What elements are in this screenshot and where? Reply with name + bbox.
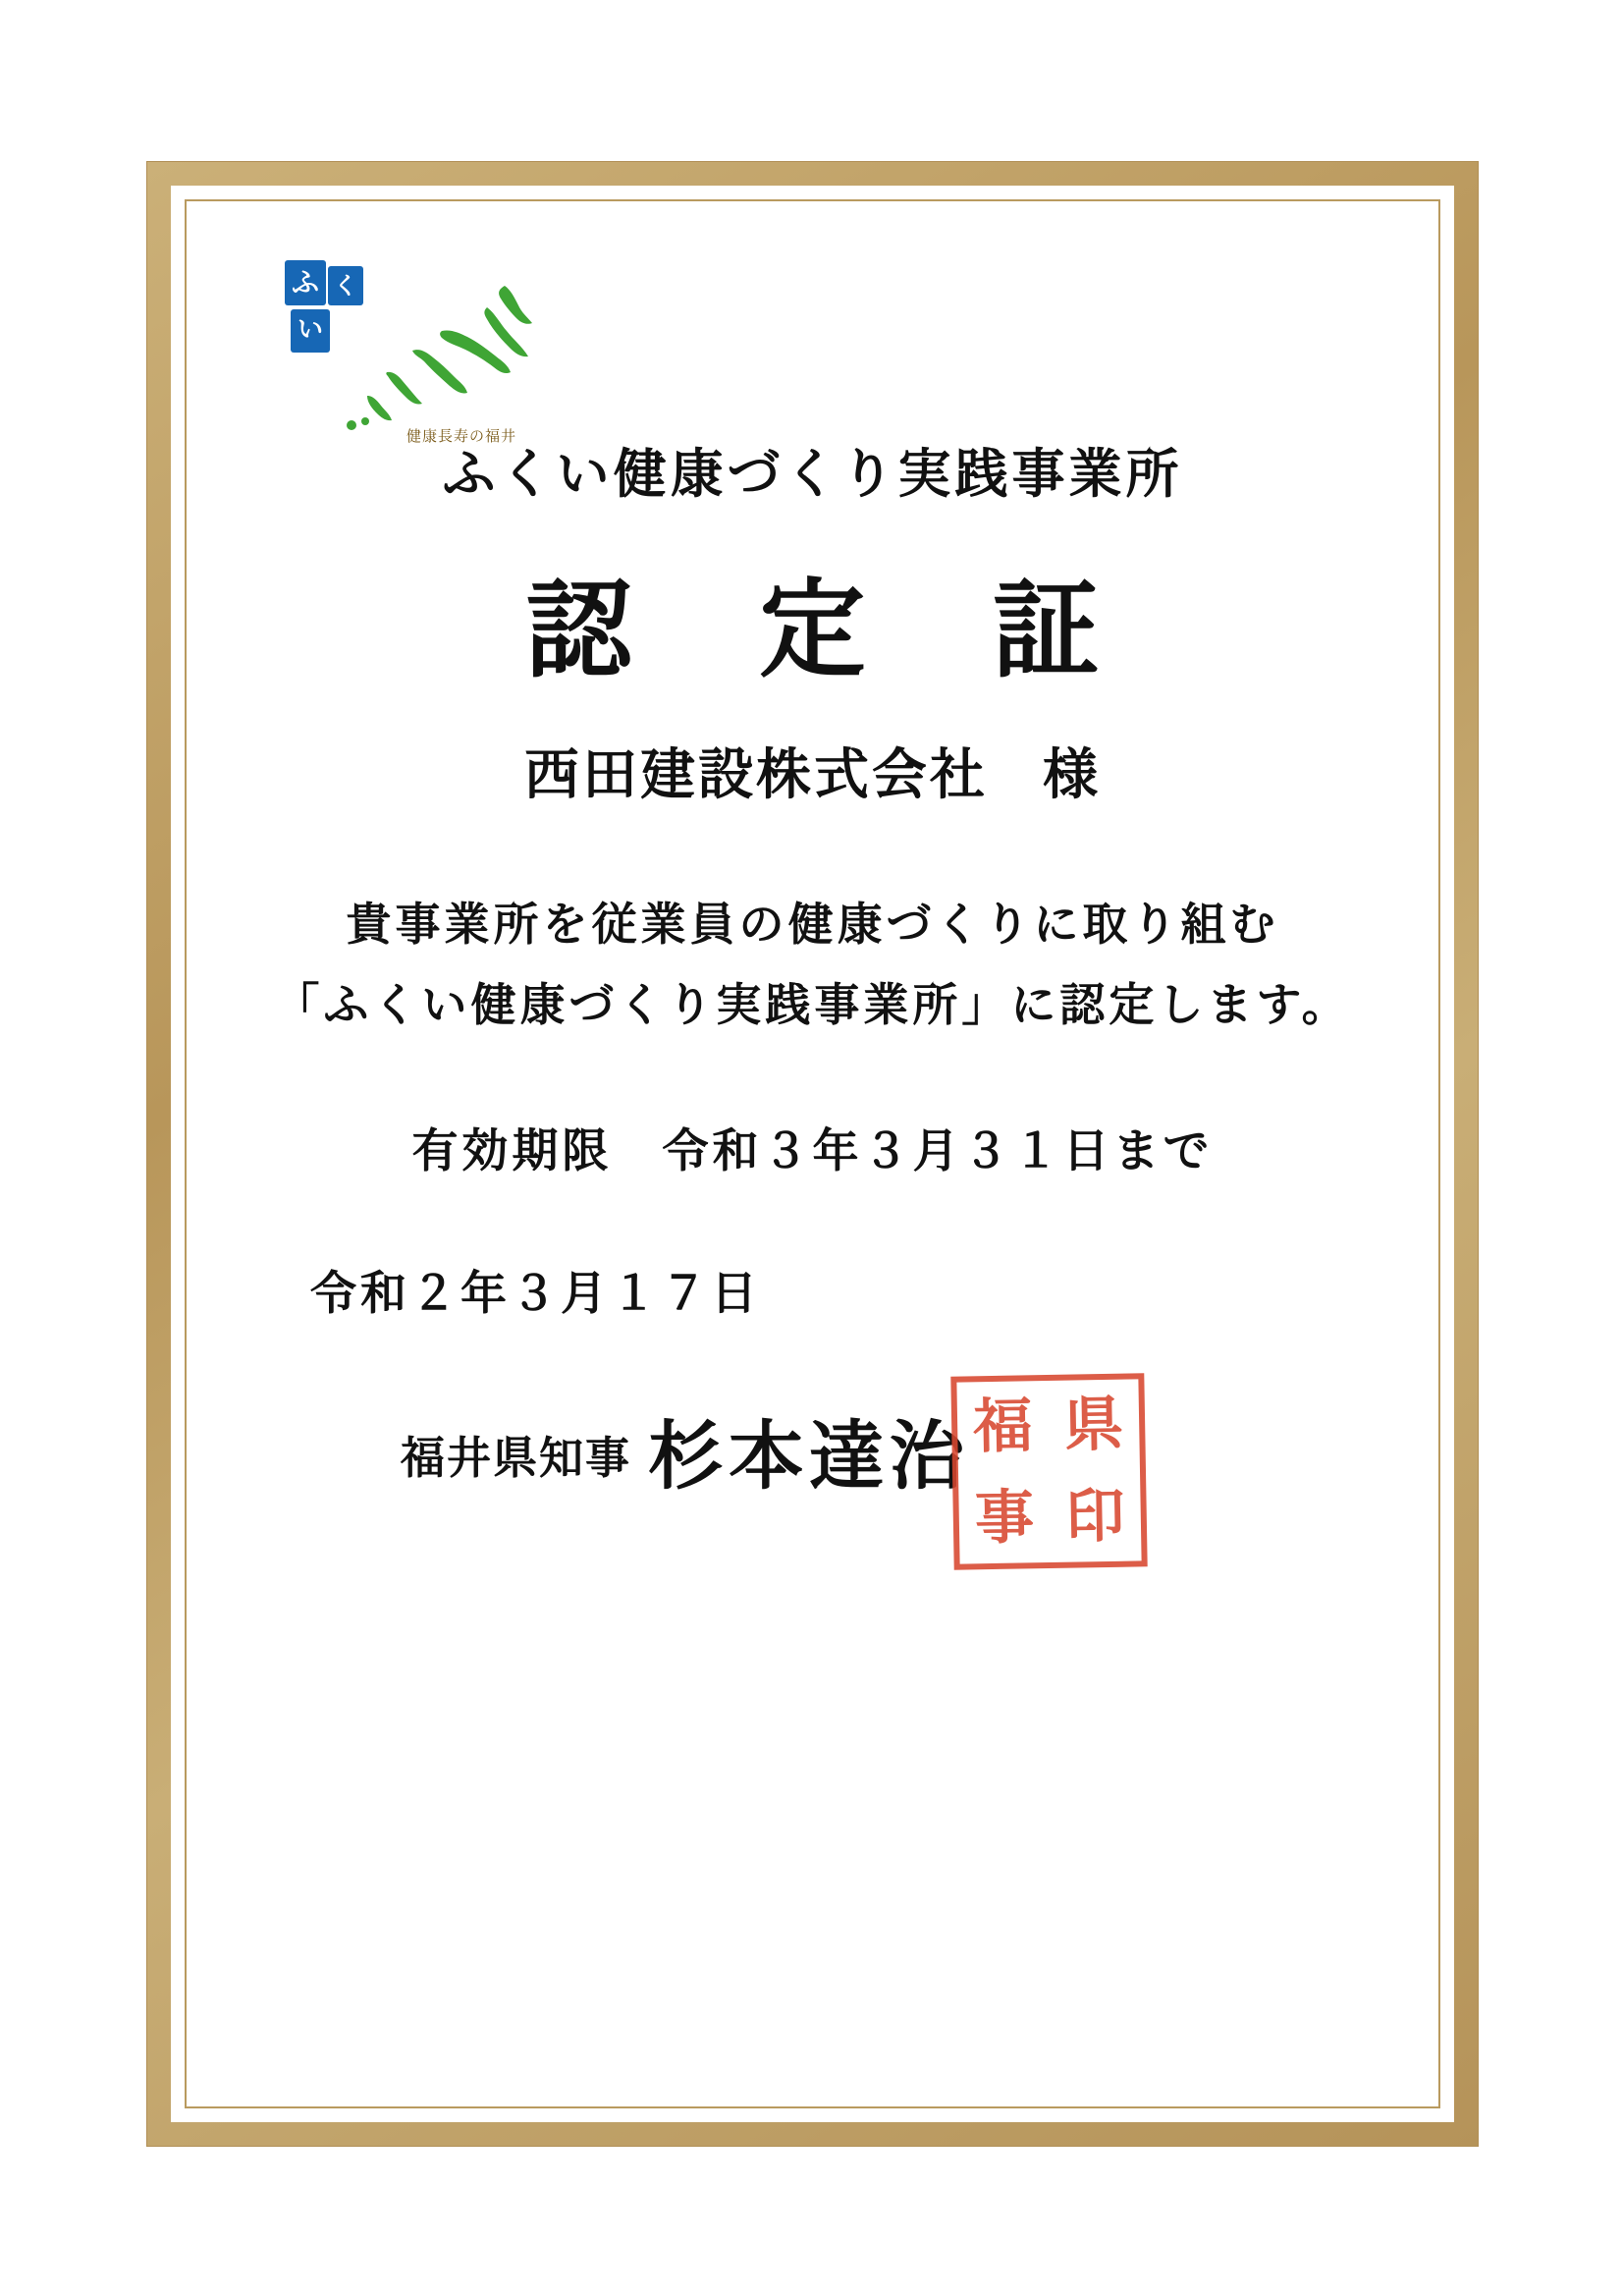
issue-date: 令和２年３月１７日 — [310, 1267, 761, 1321]
fukui-kenko-logo — [281, 260, 575, 447]
body-line-1: 貴事業所を従業員の健康づくりに取り組む — [346, 898, 1279, 951]
body-line-2: 「ふくい健康づくり実践事業所」に認定します。 — [274, 978, 1351, 1031]
logo-tagline: 健康長寿の福井 — [406, 427, 517, 445]
recipient-name: 西田建設株式会社 — [524, 742, 988, 807]
official-seal-stamp — [950, 1373, 1147, 1569]
certificate-border-inner — [185, 199, 1440, 2108]
seal-char-2: 県 — [1063, 1390, 1124, 1460]
fukui-kana-badge — [281, 260, 365, 358]
seal-char-1: 福 — [972, 1392, 1034, 1462]
logo-kana-fu: ふ — [292, 266, 320, 299]
seal-char-3: 事 — [974, 1483, 1035, 1554]
certificate-title: 認 定 証 — [525, 569, 1145, 692]
signatory-name: 杉本達治 — [648, 1412, 970, 1500]
logo-kana-ku: く — [334, 272, 357, 300]
logo-kana-i: い — [298, 315, 324, 345]
certificate-content — [187, 201, 1438, 2106]
certificate-heading: ふくい健康づくり実践事業所 — [442, 442, 1183, 505]
japan-map-icon — [340, 278, 556, 435]
expiry-line: 有効期限 令和３年３月３１日まで — [411, 1124, 1214, 1178]
certificate-border-outer — [147, 162, 1478, 2146]
recipient-line — [187, 732, 1438, 810]
signatory-title: 福井県知事 — [401, 1432, 632, 1484]
seal-char-4: 印 — [1064, 1481, 1126, 1552]
signature-row — [187, 1390, 1438, 1554]
certificate-border-gap — [171, 186, 1454, 2122]
recipient-honorific: 様 — [1043, 742, 1101, 807]
